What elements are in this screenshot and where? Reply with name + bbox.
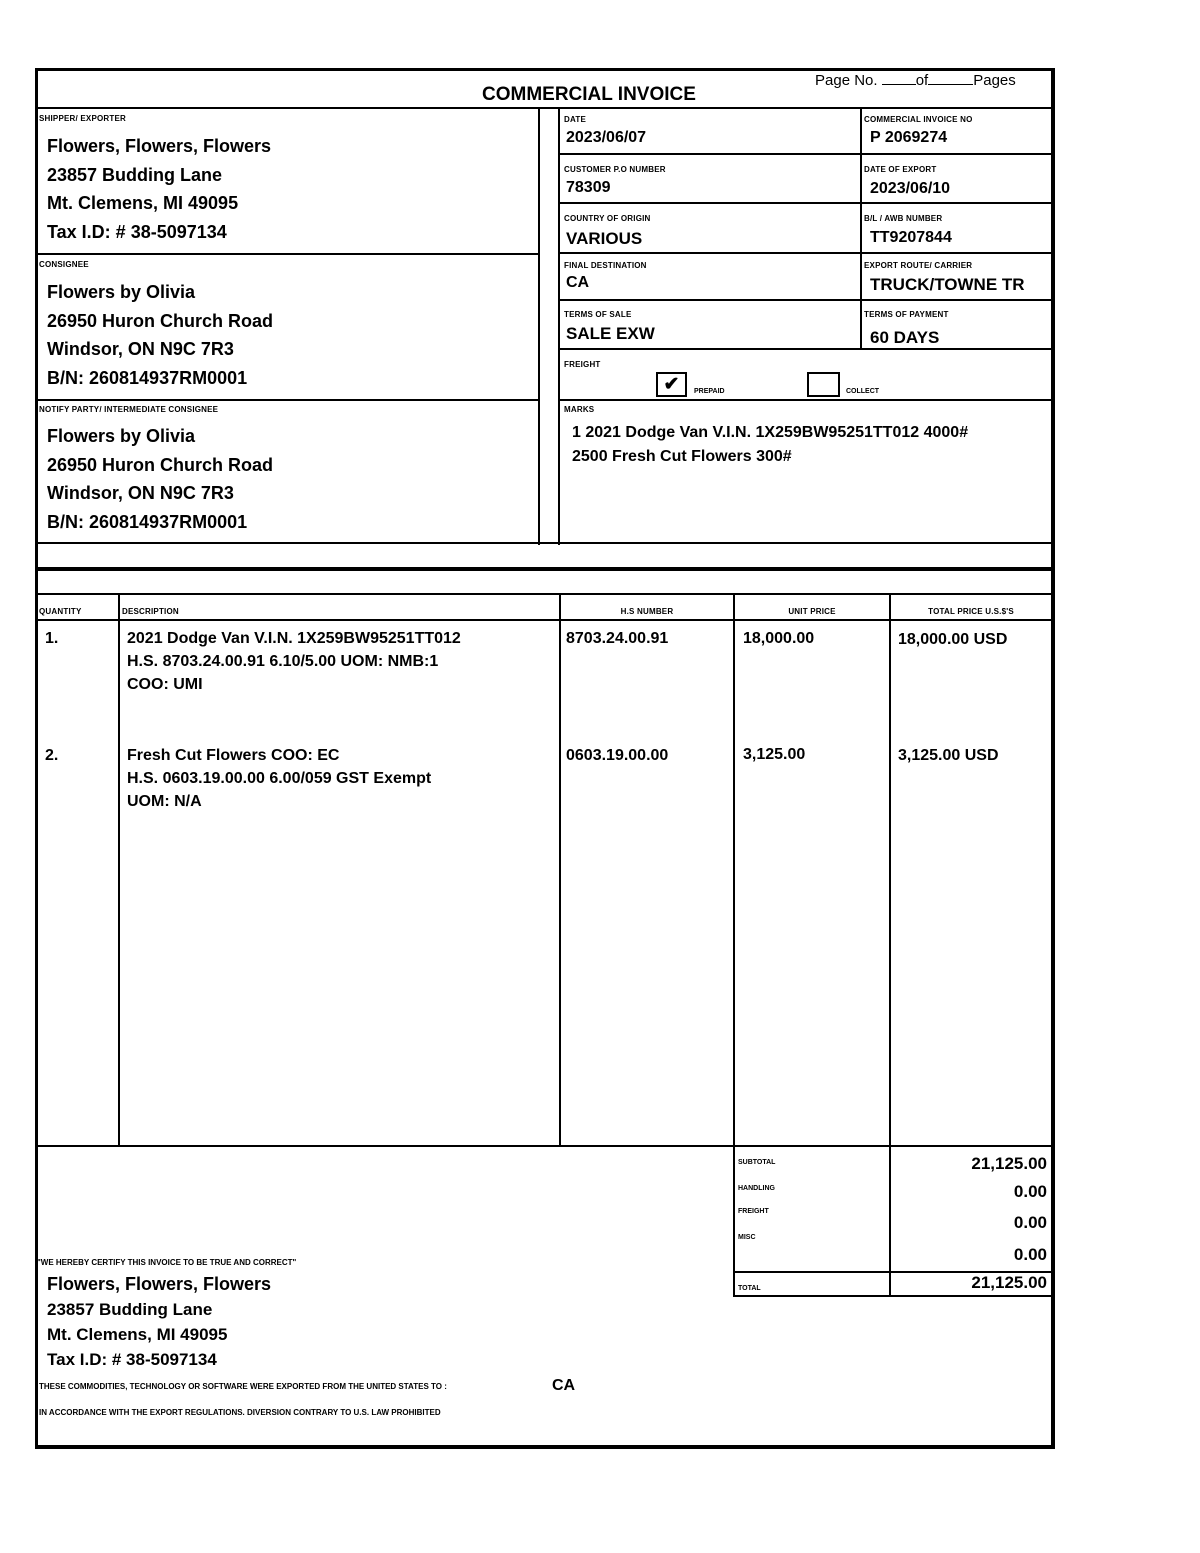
export-date-value: 2023/06/10 [870, 180, 951, 197]
collect-label: COLLECT [846, 388, 880, 395]
frame-bottom [35, 1445, 1055, 1449]
row1-hs: 8703.24.00.91 [566, 630, 669, 647]
regulations-statement: IN ACCORDANCE WITH THE EXPORT REGULATIONS. DIVERSION CONTRARY TO U.S. LAW PROHIBITED [39, 1408, 441, 1417]
total-value: 21,125.00 [971, 1273, 1047, 1292]
marks-text [572, 421, 968, 469]
prepaid-checkbox[interactable] [656, 372, 687, 397]
export-date-label: DATE OF EXPORT [864, 165, 937, 174]
col-quantity: QUANTITY [39, 607, 82, 616]
consignee-address [47, 278, 273, 392]
freight-value: 0.00 [1013, 1213, 1047, 1232]
row1-desc-line: H.S. 8703.24.00.91 6.10/5.00 UOM: NMB:1 [127, 653, 439, 670]
misc-label: MISC [738, 1234, 756, 1241]
shipper-line: Flowers, Flowers, Flowers [47, 136, 272, 156]
row2-hs: 0603.19.00.00 [566, 747, 669, 764]
row2-qty: 2. [45, 747, 59, 764]
row1-unit-price: 18,000.00 [743, 630, 815, 647]
shipper-line: Mt. Clemens, MI 49095 [47, 193, 239, 213]
route-label: EXPORT ROUTE/ CARRIER [864, 261, 973, 270]
consignee-line: 26950 Huron Church Road [47, 310, 274, 331]
marks-line: 2500 Fresh Cut Flowers 300# [572, 448, 792, 465]
marks-label: MARKS [564, 405, 595, 414]
row1-total: 18,000.00 USD [898, 631, 1008, 648]
po-value: 78309 [566, 179, 611, 196]
export-country: CA [552, 1377, 576, 1394]
notify-address [47, 422, 273, 536]
row2-desc-line: Fresh Cut Flowers COO: EC [127, 747, 340, 764]
origin-label: COUNTRY OF ORIGIN [564, 214, 651, 223]
sale-value: SALE EXW [566, 324, 655, 343]
notify-label: NOTIFY PARTY/ INTERMEDIATE CONSIGNEE [39, 405, 219, 414]
row2-desc-line: UOM: N/A [127, 793, 202, 810]
invoice-title: COMMERCIAL INVOICE [482, 84, 696, 105]
footer-line: Flowers, Flowers, Flowers [47, 1274, 272, 1294]
shipper-address [47, 132, 271, 246]
footer-address [47, 1272, 271, 1372]
col-description: DESCRIPTION [122, 607, 179, 616]
row2-total: 3,125.00 USD [898, 747, 999, 764]
bl-value: TT9207844 [870, 229, 952, 246]
bl-label: B/L / AWB NUMBER [864, 214, 943, 223]
freight-label: FREIGHT [564, 360, 601, 369]
consignee-line: B/N: 260814937RM0001 [47, 367, 248, 388]
row1-desc-line: COO: UMI [127, 676, 203, 693]
dest-label: FINAL DESTINATION [564, 261, 647, 270]
consignee-label: CONSIGNEE [39, 260, 89, 269]
notify-line: Flowers by Olivia [47, 426, 196, 446]
route-value: TRUCK/TOWNE TR [870, 275, 1025, 294]
frame-left [35, 68, 38, 1449]
invoice-no-label: COMMERCIAL INVOICE NO [864, 115, 973, 124]
consignee-line: Flowers by Olivia [47, 282, 196, 302]
row2-unit-price: 3,125.00 [743, 746, 806, 763]
marks-line: 1 2021 Dodge Van V.I.N. 1X259BW95251TT012 4000# [572, 424, 969, 441]
prepaid-label: PREPAID [694, 388, 725, 395]
date-label: DATE [564, 115, 586, 124]
po-label: CUSTOMER P.O NUMBER [564, 165, 666, 174]
freight-total-label: FREIGHT [738, 1208, 769, 1215]
sale-label: TERMS OF SALE [564, 310, 632, 319]
notify-line: 26950 Huron Church Road [47, 454, 274, 475]
payment-label: TERMS OF PAYMENT [864, 310, 949, 319]
row1-qty: 1. [45, 630, 59, 647]
page-number-line [815, 72, 1016, 89]
notify-line: Windsor, ON N9C 7R3 [47, 483, 234, 503]
frame-top [35, 68, 1055, 71]
row2-description [127, 744, 431, 813]
col-total-price: TOTAL PRICE U.S.$'S [928, 607, 1014, 616]
misc-value: 0.00 [1013, 1245, 1047, 1264]
total-label: TOTAL [738, 1285, 761, 1292]
handling-value: 0.00 [1013, 1182, 1047, 1201]
col-hs-number: H.S NUMBER [620, 607, 674, 616]
consignee-line: Windsor, ON N9C 7R3 [47, 339, 234, 359]
certify-statement: "WE HEREBY CERTIFY THIS INVOICE TO BE TRUE AND CORRECT" [37, 1258, 297, 1267]
dest-value: CA [566, 274, 590, 291]
row2-desc-line: H.S. 0603.19.00.00 6.00/059 GST Exempt [127, 770, 432, 787]
notify-line: B/N: 260814937RM0001 [47, 511, 248, 532]
footer-line: 23857 Budding Lane [47, 1300, 213, 1319]
shipper-line: 23857 Budding Lane [47, 164, 223, 185]
date-value: 2023/06/07 [566, 129, 647, 146]
subtotal-label: SUBTOTAL [738, 1159, 776, 1166]
header-divider [35, 107, 1055, 109]
shipper-line: Tax I.D: # 38-5097134 [47, 221, 227, 242]
check-icon: ✔ [663, 374, 680, 395]
row1-description [127, 627, 461, 696]
footer-line: Mt. Clemens, MI 49095 [47, 1325, 228, 1344]
col-unit-price: UNIT PRICE [788, 607, 836, 616]
frame-right [1051, 68, 1055, 1449]
row1-desc-line: 2021 Dodge Van V.I.N. 1X259BW95251TT012 [127, 630, 461, 647]
collect-checkbox[interactable] [807, 372, 840, 397]
handling-label: HANDLING [738, 1185, 775, 1192]
origin-value: VARIOUS [566, 229, 643, 248]
footer-line: Tax I.D: # 38-5097134 [47, 1350, 217, 1369]
pages-label: Pages [973, 72, 1016, 89]
export-statement: THESE COMMODITIES, TECHNOLOGY OR SOFTWARE WERE EXPORTED FROM THE UNITED STATES TO : [39, 1382, 447, 1391]
invoice-no-value: P 2069274 [870, 129, 948, 146]
subtotal-value: 21,125.00 [971, 1154, 1047, 1173]
of-label: of [915, 72, 929, 89]
page-no-label: Page No. [815, 72, 878, 89]
shipper-label: SHIPPER/ EXPORTER [39, 114, 126, 123]
payment-value: 60 DAYS [870, 328, 940, 347]
